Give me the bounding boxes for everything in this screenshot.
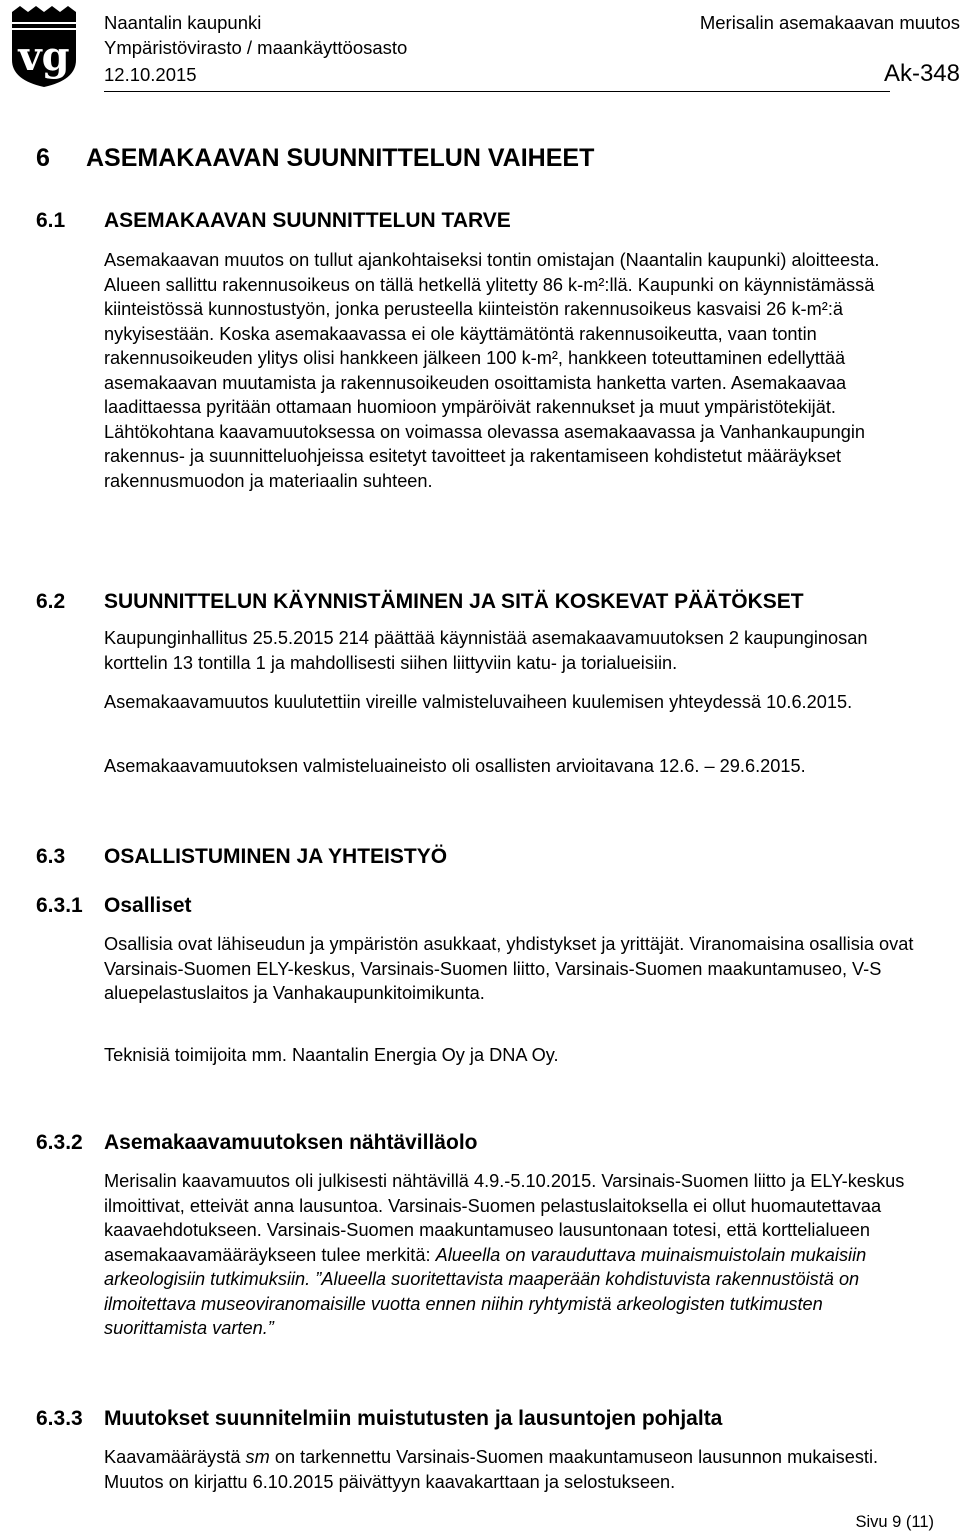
section-number: 6.3.2 (36, 1131, 83, 1154)
section-number: 6.2 (36, 590, 66, 613)
section-title: SUUNNITTELUN KÄYNNISTÄMINEN JA SITÄ KOSKEVAT PÄÄTÖKSET (104, 590, 804, 613)
section-number: 6.3.3 (36, 1407, 83, 1430)
header-department: Ympäristövirasto / maankäyttöosasto (104, 37, 408, 58)
header-divider (104, 91, 890, 92)
section-6-3-1-heading (36, 892, 192, 920)
section-6-3-2-heading (36, 1129, 477, 1157)
section-number: 6.3 (36, 845, 66, 868)
section-6-3-1-paragraph-2: Teknisiä toimijoita mm. Naantalin Energia Oy ja DNA Oy. (104, 1045, 559, 1065)
header-date: 12.10.2015 (104, 64, 197, 85)
quoted-regulation: Alueella on varauduttava muinaismuistolain mukaisiin arkeologisiin tutkimuksiin. ”Alueella suoritettavista maaperään kohdistuvista rakennustöistä on ilmoitettava museoviranomaisille vuotta ennen niihin ryhtymistä arkeologisten tutkimusten suorittamista varten.” (104, 1244, 867, 1338)
section-6-2-paragraph-2: Asemakaavamuutos kuulutettiin vireille valmisteluvaiheen kuulemisen yhteydessä 10.6.2015. (104, 692, 853, 712)
section-title: Muutokset suunnitelmiin muistutusten ja lausuntojen pohjalta (104, 1407, 723, 1430)
section-title: OSALLISTUMINEN JA YHTEISTYÖ (104, 845, 448, 868)
section-6-1-heading (36, 207, 511, 235)
section-6-3-2-paragraph (104, 1169, 928, 1341)
section-title: ASEMAKAAVAN SUUNNITTELUN VAIHEET (86, 144, 595, 172)
paragraph-text: on tarkennettu Varsinais-Suomen maakuntamuseon lausunnon mukaisesti. Muutos on kirjattu 6.10.2015 päivättyyn kaavakarttaan ja selostukseen. (104, 1447, 879, 1492)
section-6-3-heading (36, 843, 447, 871)
section-6-2-paragraph-1: Kaupunginhallitus 25.5.2015 214 päättää käynnistää asemakaavamuutoksen 2 kaupunginosan korttelin 13 tontilla 1 ja mahdollisesti siihen liittyviin katu- ja torialueisiin. (104, 628, 868, 673)
section-title: Osalliset (104, 894, 192, 917)
section-6-heading (36, 142, 594, 174)
section-title: ASEMAKAAVAN SUUNNITTELUN TARVE (104, 209, 511, 232)
paragraph-text: Merisalin kaavamuutos oli julkisesti nähtävillä 4.9.-5.10.2015. Varsinais-Suomen liitto ja ELY-keskus ilmoittivat, etteivät anna lausuntoa. Varsinais-Suomen pelastuslaitoksella ei ollut huomautettavaa kaavaehdotukseen. Varsinais-Suomen maakuntamuseo lausuntonaan totesi, että korttelialueen asemakaavamääräykseen tulee merkitä: (104, 1171, 905, 1265)
section-title: Asemakaavamuutoksen nähtävilläolo (104, 1131, 478, 1154)
section-number: 6.3.1 (36, 894, 83, 917)
header-document-code: Ak-348 (883, 60, 960, 87)
header-document-title: Merisalin asemakaavan muutos (699, 12, 960, 33)
section-6-3-1-paragraph-1: Osallisia ovat lähiseudun ja ympäristön asukkaat, yhdistykset ja yrittäjät. Viranomaisina osallisia ovat Varsinais-Suomen ELY-keskus, Varsinais-Suomen liitto, Varsinais-Suomen maakuntamuseo, V-S aluepelastuslaitos ja Vanhakaupunkitoimikunta. (104, 934, 914, 1003)
city-coat-of-arms-logo (4, 2, 84, 88)
page-number: Sivu 9 (11) (855, 1513, 934, 1531)
paragraph-text: Kaavamääräystä (104, 1447, 246, 1467)
regulation-code: sm (245, 1447, 270, 1467)
header-organization: Naantalin kaupunki (104, 12, 262, 33)
section-6-3-3-heading (36, 1405, 722, 1433)
logo-letters: vg (18, 33, 70, 80)
section-6-2-paragraph-3: Asemakaavamuutoksen valmisteluaineisto oli osallisten arvioitavana 12.6. – 29.6.2015. (104, 756, 806, 776)
section-6-2-heading (36, 588, 804, 616)
section-6-1-paragraph: Asemakaavan muutos on tullut ajankohtaiseksi tontin omistajan (Naantalin kaupunki) aloitteesta. Alueen sallittu rakennusoikeus on tällä hetkellä ylitetty 86 k-m²:llä. Kaupunki on käynnistämässä kiinteistössä kunnostustyön, jonka perusteella kiinteistön rakennusoikeus kasvaisi 26 k-m²:ä nykyisestään. Koska asemakaavassa ei ole käyttämätöntä rakennusoikeutta, vaan tontin rakennusoikeuden ylitys olisi hankkeen jälkeen 100 k-m², hankkeen toteuttaminen edellyttää asemakaavan muutamista ja rakennusoikeuden osoittamista hanketta varten. Asemakaavaa laadittaessa pyritään ottamaan huomioon ympäröivät rakennukset ja muut ympäristötekijät. Lähtökohtana kaavamuutoksessa on voimassa olevassa asemakaavassa ja Vanhankaupungin rakennus- ja suunnitteluohjeissa esitetyt tavoitteet ja rakentamiseen kohdistetut määräykset rakennusmuodon ja materiaalin suhteen. (104, 250, 880, 491)
section-6-3-3-paragraph (104, 1445, 928, 1494)
section-number: 6 (36, 144, 50, 172)
section-number: 6.1 (36, 209, 66, 232)
